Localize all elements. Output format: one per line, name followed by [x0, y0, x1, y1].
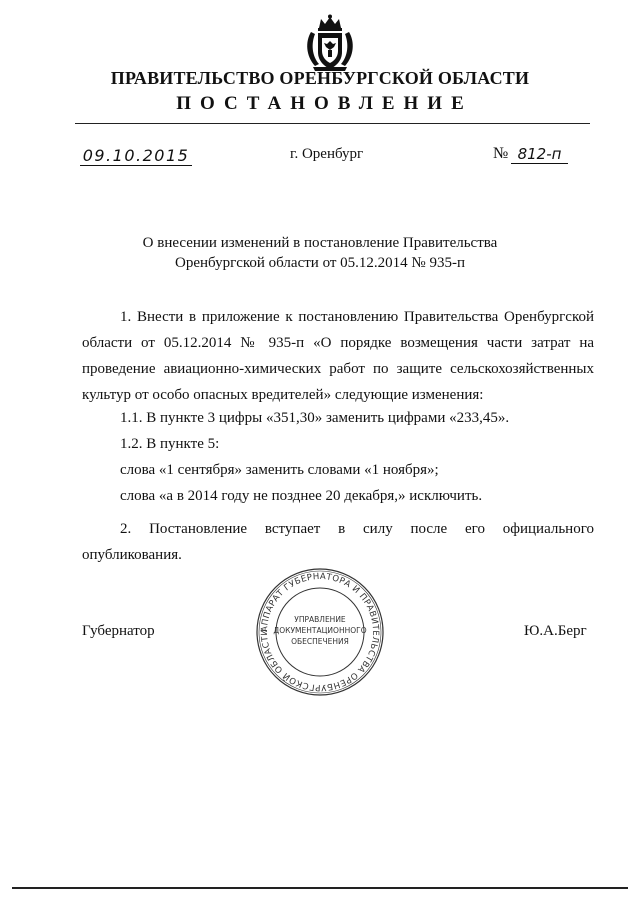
orenburg-coat-of-arms-icon	[303, 14, 357, 72]
signer-title: Губернатор	[82, 623, 155, 639]
document-date: 09.10.2015	[80, 146, 192, 166]
subitem-1-2-a: слова «1 сентября» заменить словами «1 ноября»;	[120, 462, 439, 478]
page-bottom-edge	[12, 887, 628, 889]
signer-name: Ю.А.Берг	[524, 623, 587, 639]
subject-line-1: О внесении изменений в постановление Правительства	[142, 235, 498, 251]
document-city: г. Оренбург	[290, 146, 364, 162]
subitem-1-2-b: слова «а в 2014 году не позднее 20 декабря,» исключить.	[120, 488, 483, 504]
document-number: 812-п	[511, 145, 568, 164]
paragraph-1: 1. Внести в приложение к постановлению Правительства Оренбургской области от 05.12.2014 № 935-п «О порядке возмещения части затрат на проведение авиационно-химических работ по защите сельскохозяйственных культур от особо опасных вредителей» следующие изменения:	[82, 309, 594, 403]
official-stamp	[254, 566, 386, 698]
document-number-label: №	[493, 145, 509, 162]
paragraph-2: 2. Постановление вступает в силу после его официального опубликования.	[82, 521, 594, 563]
stamp-inner-line-3: ОБЕСПЕЧЕНИЯ	[291, 637, 349, 646]
subitem-1-1: 1.1. В пункте 3 цифры «351,30» заменить цифрами «233,45».	[120, 410, 510, 426]
subject-line-2: Оренбургской области от 05.12.2014 № 935-п	[174, 255, 466, 271]
stamp-inner-line-2: ДОКУМЕНТАЦИОННОГО	[273, 626, 367, 635]
document-type: ПОСТАНОВЛЕНИЕ	[176, 93, 473, 114]
stamp-inner-line-1: УПРАВЛЕНИЕ	[294, 615, 346, 624]
subitem-1-2: 1.2. В пункте 5:	[120, 436, 220, 452]
header-divider	[75, 123, 590, 124]
government-name: ПРАВИТЕЛЬСТВО ОРЕНБУРГСКОЙ ОБЛАСТИ	[110, 68, 530, 88]
stamp-outer-text: АППАРАТ ГУБЕРНАТОРА И ПРАВИТЕЛЬСТВА ОРЕНБУРГСКОЙ ОБЛАСТИ	[259, 571, 381, 693]
